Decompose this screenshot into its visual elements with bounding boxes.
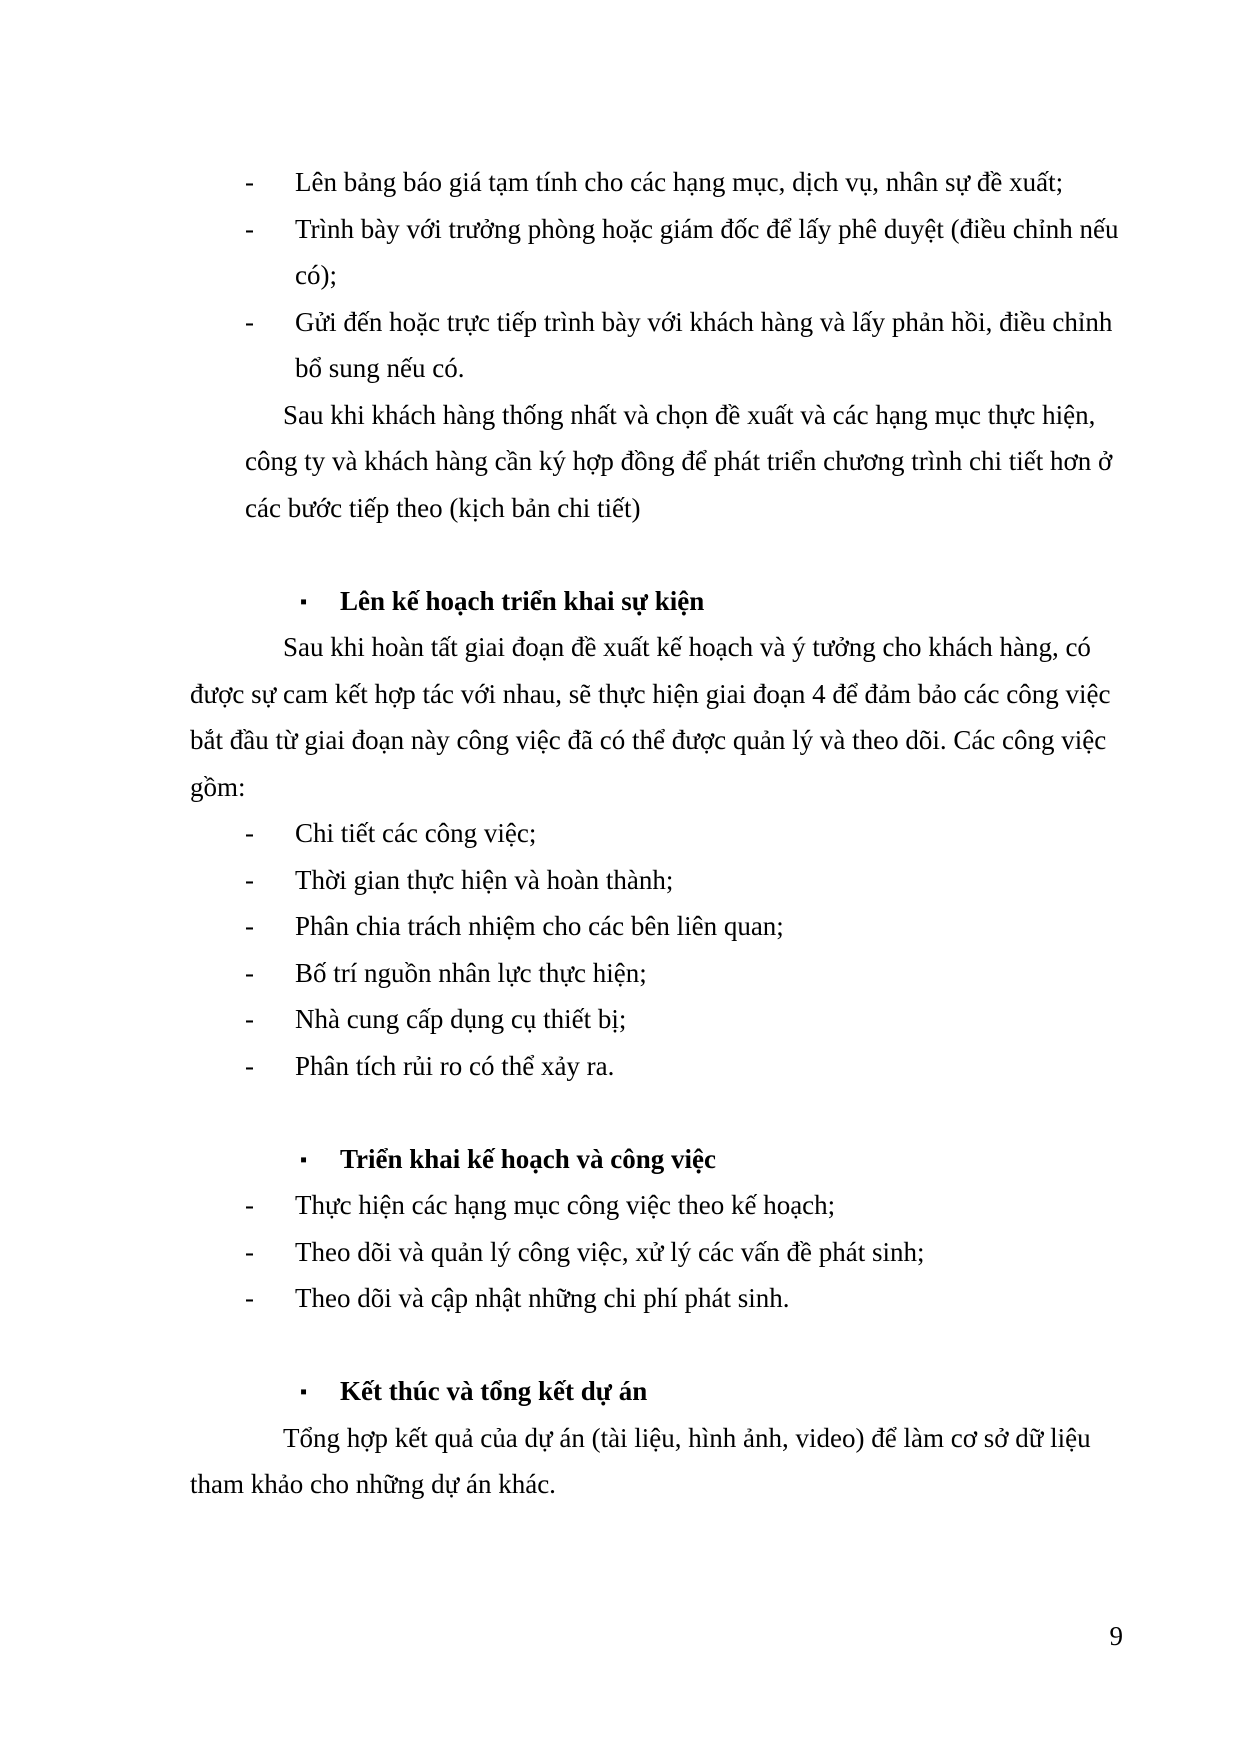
list-item-line: [0, 810, 1240, 857]
list-item-text: Lên bảng báo giá tạm tính cho các hạng mục, dịch vụ, nhân sự đề xuất;: [295, 167, 1064, 197]
blank-line: [0, 1322, 1240, 1369]
paragraph-line: Sau khi khách hàng thống nhất và chọn đề xuất và các hạng mục thực hiện,: [283, 399, 1096, 430]
list-item-text: Gửi đến hoặc trực tiếp trình bày với khách hàng và lấy phản hồi, điều chỉnh: [295, 306, 1113, 337]
dash-bullet: -: [245, 1283, 254, 1313]
section-heading-text: Lên kế hoạch triển khai sự kiện: [340, 585, 705, 616]
list-item-text: Thời gian thực hiện và hoàn thành;: [295, 864, 674, 895]
list-item-line: [0, 159, 1240, 206]
section-heading: [0, 1368, 1240, 1415]
blank-line: [0, 1089, 1240, 1136]
paragraph-line: được sự cam kết hợp tác với nhau, sẽ thực hiện giai đoạn 4 để đảm bảo các công việc: [190, 678, 1111, 709]
list-item-continuation: bổ sung nếu có.: [295, 353, 465, 383]
list-item-continuation: có);: [295, 260, 337, 290]
list-item-line: [0, 903, 1240, 950]
section-heading: [0, 1136, 1240, 1183]
dash-bullet: -: [245, 167, 254, 197]
paragraph-line: Tổng hợp kết quả của dự án (tài liệu, hình ảnh, video) để làm cơ sở dữ liệu: [283, 1422, 1091, 1453]
dash-bullet: -: [245, 1050, 254, 1081]
list-item-line: [0, 1182, 1240, 1229]
list-item-line: [0, 950, 1240, 997]
list-item-text: Chi tiết các công việc;: [295, 818, 537, 848]
paragraph-line: bắt đầu từ giai đoạn này công việc đã có thể được quản lý và theo dõi. Các công việc: [190, 725, 1107, 755]
dash-bullet: -: [245, 213, 254, 244]
section-heading-text: Triển khai kế hoạch và công việc: [340, 1143, 717, 1174]
list-item-line: [0, 1043, 1240, 1090]
list-item-line: [0, 206, 1240, 253]
dash-bullet: -: [245, 911, 254, 941]
list-item-text: Theo dõi và cập nhật những chi phí phát sinh.: [295, 1283, 790, 1313]
square-bullet-icon: ▪: [300, 1148, 308, 1171]
section-heading-text: Kết thúc và tổng kết dự án: [340, 1376, 648, 1406]
dash-bullet: -: [245, 306, 254, 337]
section-heading: [0, 578, 1240, 625]
paragraph-line: công ty và khách hàng cần ký hợp đồng để phát triển chương trình chi tiết hơn ở: [245, 446, 1113, 476]
list-item-text: Nhà cung cấp dụng cụ thiết bị;: [295, 1004, 627, 1034]
list-item-text: Theo dõi và quản lý công việc, xử lý các vấn đề phát sinh;: [295, 1236, 925, 1267]
list-item-line: [0, 1275, 1240, 1322]
paragraph-line: gồm:: [190, 771, 246, 802]
dash-bullet: -: [245, 1190, 254, 1220]
dash-bullet: -: [245, 818, 254, 848]
dash-bullet: -: [245, 1004, 254, 1034]
paragraph-line: tham khảo cho những dự án khác.: [190, 1469, 556, 1499]
paragraph-line: các bước tiếp theo (kịch bản chi tiết): [245, 492, 641, 523]
blank-line: [0, 531, 1240, 578]
list-item-text: Trình bày với trưởng phòng hoặc giám đốc để lấy phê duyệt (điều chỉnh nếu: [295, 213, 1119, 244]
list-item-text: Bố trí nguồn nhân lực thực hiện;: [295, 957, 647, 988]
dash-bullet: -: [245, 864, 254, 895]
square-bullet-icon: ▪: [300, 590, 308, 613]
paragraph-line: Sau khi hoàn tất giai đoạn đề xuất kế hoạch và ý tưởng cho khách hàng, có: [283, 632, 1091, 662]
list-item-line: [0, 857, 1240, 904]
list-item-line: [0, 299, 1240, 346]
dash-bullet: -: [245, 1236, 254, 1267]
dash-bullet: -: [245, 957, 254, 988]
list-item-text: Phân chia trách nhiệm cho các bên liên quan;: [295, 911, 784, 941]
square-bullet-icon: ▪: [300, 1381, 308, 1403]
page-number: 9: [1109, 1621, 1123, 1651]
list-item-line: [0, 1229, 1240, 1276]
document-body: [0, 159, 1240, 1508]
list-item-text: Phân tích rủi ro có thể xảy ra.: [295, 1050, 615, 1081]
list-item-text: Thực hiện các hạng mục công việc theo kế hoạch;: [295, 1190, 836, 1220]
list-item-line: [0, 996, 1240, 1043]
